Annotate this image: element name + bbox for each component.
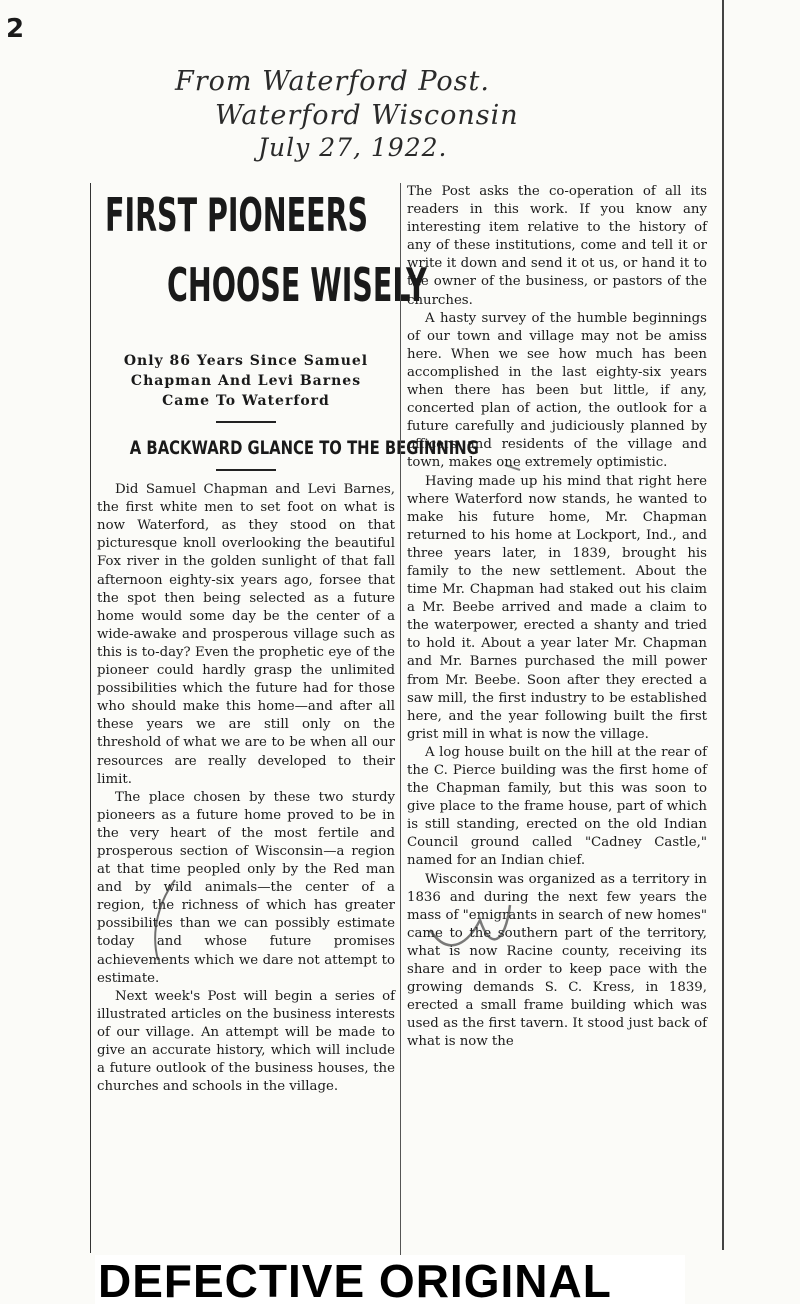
body-paragraph: Did Samuel Chapman and Levi Barnes, the first white men to set foot on what is now Waterford, as they stood on that picturesque knoll overlooking the beautiful Fox river in the golden sunlight of that fall afternoon eighty-six years ago, forsee that the spot then being selected as a future home would some day be the center of a wide-awake and prosperous village such as this is to-day? Even the prophetic eye of the pioneer could hardly grasp the unlimited possibilities which the future had for those who should make this home—and after all these years we are still only on the threshold of what we are to be when all our resources are really developed to their limit. <box>97 482 395 787</box>
article-deck <box>97 351 395 411</box>
divider-rule <box>216 469 276 471</box>
divider-rule <box>216 421 276 423</box>
deck-line-1: Only 86 Years Since Samuel <box>123 353 369 369</box>
headline-line-1: FIRST PIONEERS <box>105 188 369 242</box>
body-paragraph: A log house built on the hill at the rear of the C. Pierce building was the first home of the Chapman family, but this was soon to give place to the frame house, part of which is still standing, erected on the old Indian Council ground called "Cadney Castle," named for an Indian chief. <box>407 744 707 869</box>
body-paragraph: A hasty survey of the humble beginnings of our town and village may not be amiss here. When we see how much has been accomplished in the last eighty-six years when there has been but little, if any, concerted plan of action, the outlook for a future carefully and judiciously planned by officers and residents of the village and town, makes one extremely optimistic. <box>407 310 707 471</box>
deck-line-2: Chapman And Levi Barnes <box>130 373 362 389</box>
headline-line-2: CHOOSE WISELY <box>167 258 427 312</box>
body-paragraph: The Post asks the co-operation of all its readers in this work. If you know any interesting item relative to the history of any of these institutions, come and tell it or write it down and send it ot us, or hand it to the owner of the business, or pastors of the churches. <box>407 184 707 308</box>
deck-line-3: Came To Waterford <box>162 393 330 409</box>
handwritten-source-line: From Waterford Post. <box>175 66 490 97</box>
article-left-column <box>90 183 479 1253</box>
body-paragraph: The place chosen by these two sturdy pioneers as a future home proved to be in the very heart of the most fertile and prosperous section of Wisconsin—a region at that time peopled only by the Red man and by wild animals—the center of a region, the richness of which has greater possibilites than we can possibly estimate today and whose future promises achievements which we dare not attempt to estimate. <box>97 789 395 986</box>
body-paragraph: Next week's Post will begin a series of illustrated articles on the business interests of our village. An attempt will be made to give an accurate history, which will include a future outlook of the business houses, the churches and schools in the village. <box>97 988 395 1095</box>
article-right-column <box>400 183 707 1259</box>
handwritten-location-line: Waterford Wisconsin <box>215 100 519 131</box>
body-paragraph: Having made up his mind that right here where Waterford now stands, he wanted to make his future home, Mr. Chapman returned to his home at Lockport, Ind., and three years later, in 1839, brought his family to the new settlement. About the time Mr. Chapman had staked out his claim a Mr. Beebe arrived and made a claim to the waterpower, erected a shanty and tried to hold it. About a year later Mr. Chapman and Mr. Barnes purchased the mill power from Mr. Beebe. Soon after they erected a saw mill, the first industry to be established here, and the year following built the first grist mill in what is now the village. <box>407 473 707 742</box>
handwritten-date-line: July 27, 1922. <box>258 133 448 162</box>
body-paragraph: Wisconsin was organized as a territory in 1836 and during the next few years the mass of "emigrants in search of new homes" came to the southern part of the territory, what is now Racine county, receiving its share and in order to keep pace with the growing demands S. C. Kress, in 1839, erected a small frame building which was used as the first tavern. It stood just back of what is now the <box>407 871 707 1050</box>
defective-original-stamp: DEFECTIVE ORIGINAL <box>98 1255 612 1307</box>
clipping-edge <box>722 0 724 1250</box>
article-subhead: A BACKWARD GLANCE TO THE BEGINNING <box>129 437 479 459</box>
page-number: 2 <box>6 14 25 44</box>
